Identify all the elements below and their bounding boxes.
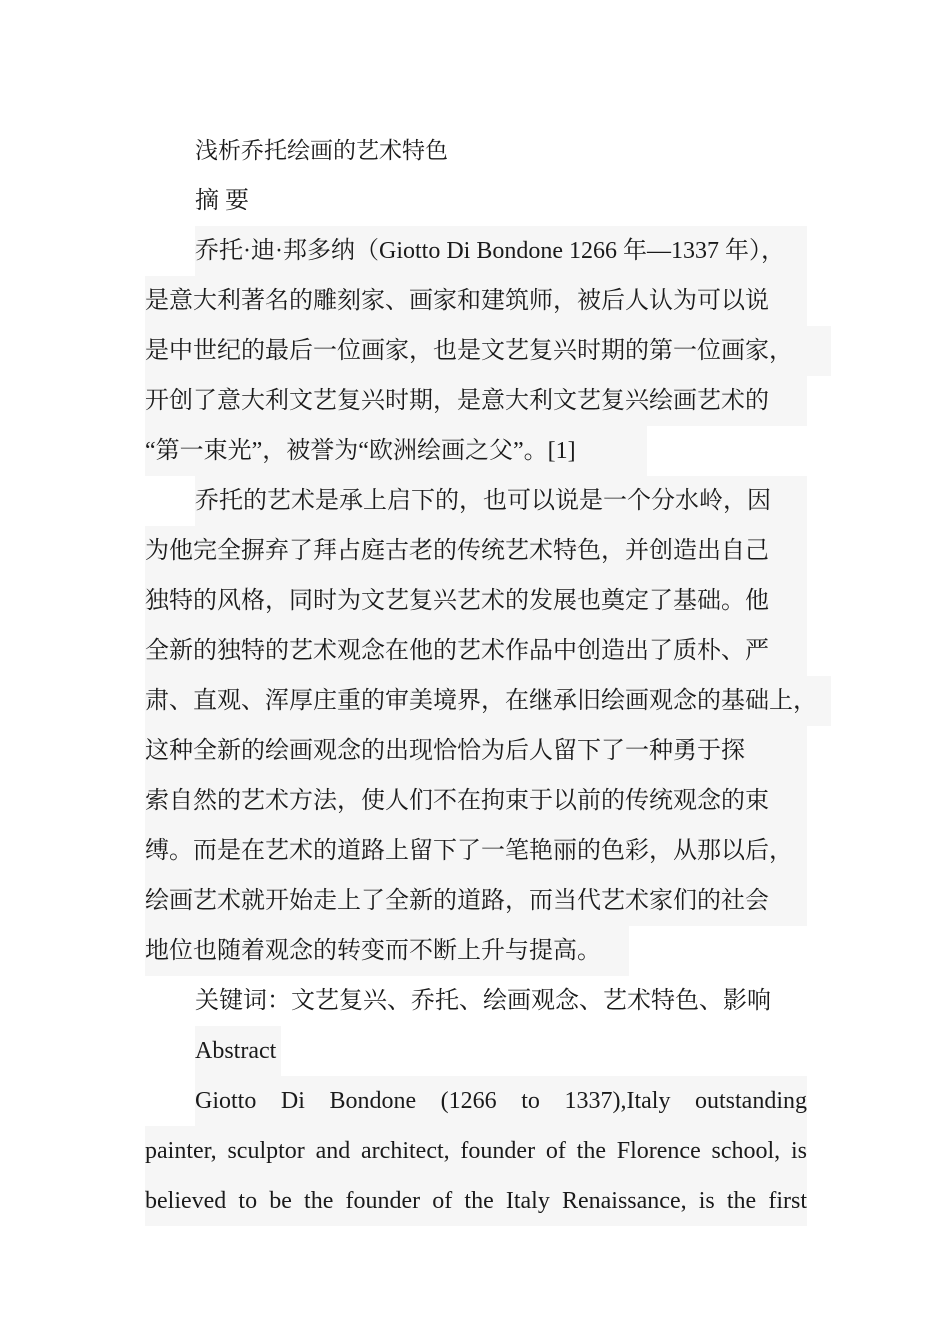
paragraph1-line: “第一束光”，被誉为“欧洲绘画之父”。[1] <box>145 426 647 476</box>
paragraph2-line: 全新的独特的艺术观念在他的艺术作品中创造出了质朴、严 <box>145 626 807 676</box>
paragraph2-line: 肃、直观、浑厚庄重的审美境界，在继承旧绘画观念的基础上， <box>145 676 831 726</box>
paragraph1-line: 开创了意大利文艺复兴时期，是意大利文艺复兴绘画艺术的 <box>145 376 807 426</box>
paragraph2-line: 索自然的艺术方法，使人们不在拘束于以前的传统观念的束 <box>145 776 807 826</box>
abstract-heading: 摘 要 <box>195 188 249 214</box>
english-paragraph-line: Giotto Di Bondone (1266 to 1337),Italy outstanding <box>195 1076 807 1126</box>
keywords: 关键词：文艺复兴、乔托、绘画观念、艺术特色、影响 <box>195 988 771 1014</box>
paragraph2-line: 绘画艺术就开始走上了全新的道路，而当代艺术家们的社会 <box>145 876 807 926</box>
paragraph1-line: 乔托·迪·邦多纳（Giotto Di Bondone 1266 年—1337 年）， <box>195 226 807 276</box>
document-title: 浅析乔托绘画的艺术特色 <box>195 138 448 164</box>
paragraph2-line: 为他完全摒弃了拜占庭古老的传统艺术特色，并创造出自己 <box>145 526 807 576</box>
paragraph2-line: 缚。而是在艺术的道路上留下了一笔艳丽的色彩，从那以后， <box>145 826 807 876</box>
paragraph2-line: 乔托的艺术是承上启下的，也可以说是一个分水岭，因 <box>195 476 807 526</box>
paragraph2-line: 这种全新的绘画观念的出现恰恰为后人留下了一种勇于探 <box>145 726 807 776</box>
english-paragraph-line: believed to be the founder of the Italy Renaissance, is the first <box>145 1176 807 1226</box>
english-paragraph-line: painter, sculptor and architect, founder of the Florence school, is <box>145 1126 807 1176</box>
paragraph2-line: 地位也随着观念的转变而不断上升与提高。 <box>145 926 629 976</box>
paragraph1-line: 是意大利著名的雕刻家、画家和建筑师，被后人认为可以说 <box>145 276 807 326</box>
paragraph2-line: 独特的风格，同时为文艺复兴艺术的发展也奠定了基础。他 <box>145 576 807 626</box>
paragraph1-line: 是中世纪的最后一位画家，也是文艺复兴时期的第一位画家， <box>145 326 831 376</box>
english-abstract-heading: Abstract <box>195 1026 281 1076</box>
